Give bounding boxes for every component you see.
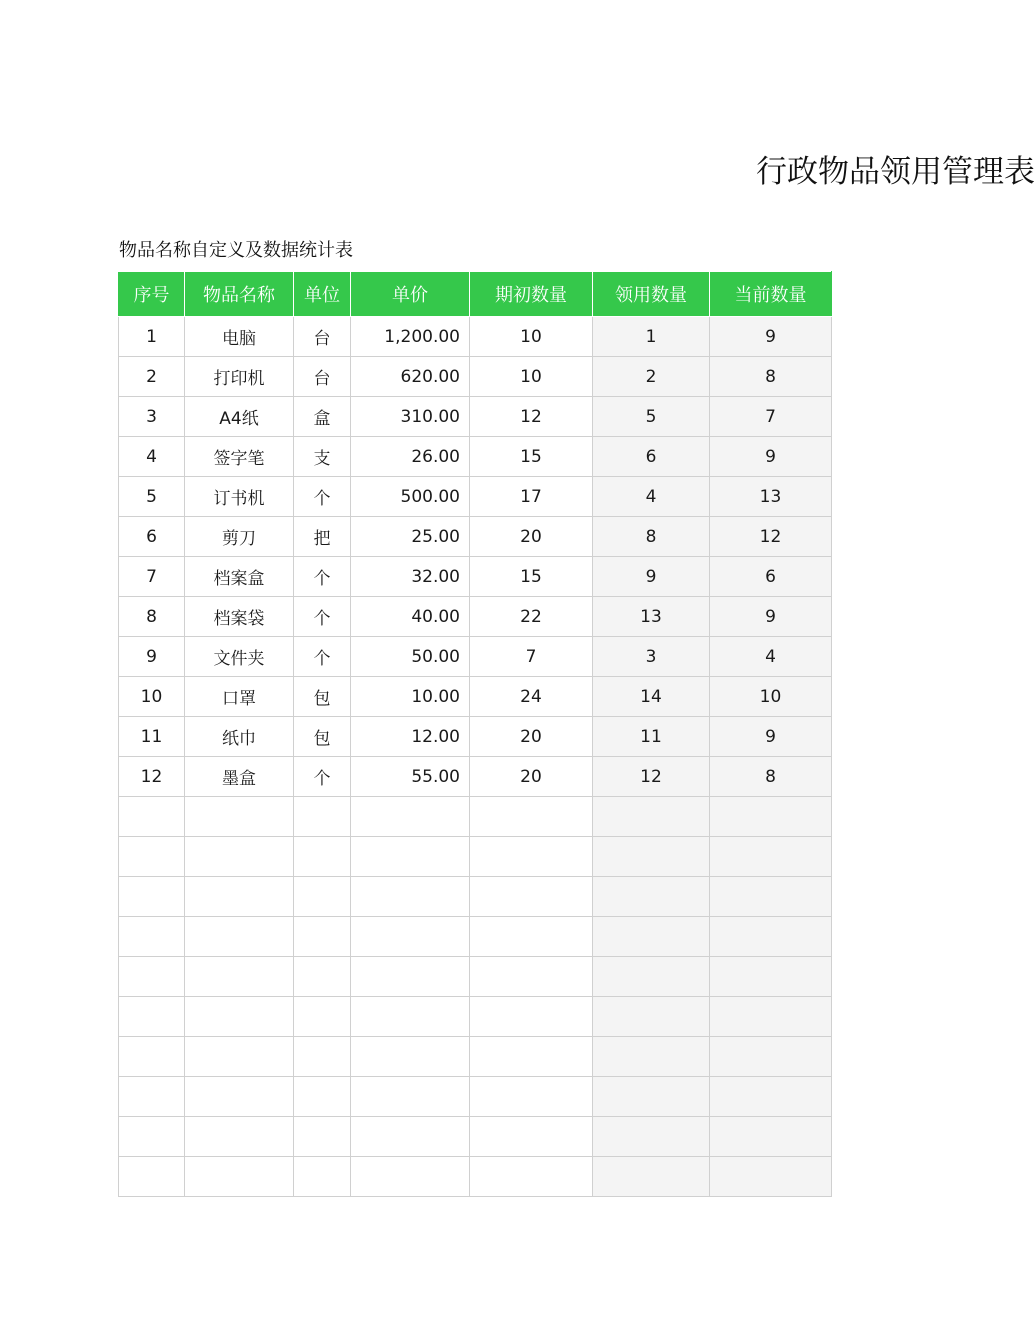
empty-cell[interactable] — [470, 877, 593, 917]
header-index[interactable]: 序号 — [119, 272, 185, 317]
empty-cell[interactable] — [470, 837, 593, 877]
header-current-qty[interactable]: 当前数量 — [710, 272, 832, 317]
cell-current-qty[interactable]: 8 — [710, 357, 832, 397]
cell-index[interactable]: 4 — [119, 437, 185, 477]
cell-unit[interactable]: 把 — [294, 517, 351, 557]
empty-cell[interactable] — [470, 997, 593, 1037]
empty-cell[interactable] — [185, 837, 294, 877]
table-row — [119, 317, 832, 357]
cell-issued-qty[interactable]: 2 — [593, 357, 710, 397]
empty-cell[interactable] — [593, 1077, 710, 1117]
cell-unit-price[interactable]: 32.00 — [351, 557, 470, 597]
empty-cell[interactable] — [710, 837, 832, 877]
cell-unit-price[interactable]: 26.00 — [351, 437, 470, 477]
empty-cell[interactable] — [294, 957, 351, 997]
cell-issued-qty[interactable]: 8 — [593, 517, 710, 557]
page-title: 行政物品领用管理表 — [756, 154, 1035, 190]
empty-cell[interactable] — [351, 1157, 470, 1197]
empty-table-row — [119, 877, 832, 917]
empty-table-row — [119, 1157, 832, 1197]
empty-cell[interactable] — [119, 957, 185, 997]
cell-issued-qty[interactable]: 14 — [593, 677, 710, 717]
empty-cell[interactable] — [185, 917, 294, 957]
cell-issued-qty[interactable]: 5 — [593, 397, 710, 437]
cell-opening-qty[interactable]: 12 — [470, 397, 593, 437]
empty-cell[interactable] — [119, 1117, 185, 1157]
cell-unit[interactable]: 台 — [294, 317, 351, 357]
empty-cell[interactable] — [351, 997, 470, 1037]
cell-current-qty[interactable]: 9 — [710, 317, 832, 357]
cell-opening-qty[interactable]: 24 — [470, 677, 593, 717]
table-row — [119, 517, 832, 557]
cell-opening-qty[interactable]: 20 — [470, 757, 593, 797]
cell-current-qty[interactable]: 13 — [710, 477, 832, 517]
empty-cell[interactable] — [119, 837, 185, 877]
empty-table-row — [119, 997, 832, 1037]
cell-issued-qty[interactable]: 11 — [593, 717, 710, 757]
cell-index[interactable]: 10 — [119, 677, 185, 717]
empty-cell[interactable] — [710, 1117, 832, 1157]
empty-cell[interactable] — [470, 1037, 593, 1077]
cell-index[interactable]: 8 — [119, 597, 185, 637]
cell-item-name[interactable]: 档案袋 — [185, 597, 294, 637]
empty-cell[interactable] — [294, 997, 351, 1037]
table-row — [119, 477, 832, 517]
empty-cell[interactable] — [593, 1117, 710, 1157]
cell-unit[interactable]: 支 — [294, 437, 351, 477]
cell-opening-qty[interactable]: 20 — [470, 517, 593, 557]
cell-index[interactable]: 11 — [119, 717, 185, 757]
cell-item-name[interactable]: A4纸 — [185, 397, 294, 437]
empty-cell[interactable] — [185, 957, 294, 997]
empty-cell[interactable] — [710, 957, 832, 997]
empty-table-row — [119, 797, 832, 837]
empty-table-row — [119, 837, 832, 877]
empty-cell[interactable] — [294, 877, 351, 917]
empty-cell[interactable] — [119, 997, 185, 1037]
table-row — [119, 637, 832, 677]
cell-unit[interactable]: 个 — [294, 557, 351, 597]
empty-cell[interactable] — [119, 917, 185, 957]
empty-cell[interactable] — [593, 1037, 710, 1077]
empty-cell[interactable] — [294, 797, 351, 837]
cell-issued-qty[interactable]: 3 — [593, 637, 710, 677]
cell-unit[interactable]: 个 — [294, 597, 351, 637]
table-row — [119, 557, 832, 597]
empty-cell[interactable] — [710, 1037, 832, 1077]
cell-issued-qty[interactable]: 1 — [593, 317, 710, 357]
cell-item-name[interactable]: 文件夹 — [185, 637, 294, 677]
cell-index[interactable]: 1 — [119, 317, 185, 357]
cell-unit[interactable]: 台 — [294, 357, 351, 397]
empty-cell[interactable] — [351, 957, 470, 997]
empty-cell[interactable] — [351, 1077, 470, 1117]
empty-cell[interactable] — [593, 957, 710, 997]
cell-item-name[interactable]: 档案盒 — [185, 557, 294, 597]
empty-cell[interactable] — [119, 1077, 185, 1117]
cell-current-qty[interactable]: 4 — [710, 637, 832, 677]
table-row — [119, 717, 832, 757]
empty-cell[interactable] — [593, 1157, 710, 1197]
empty-cell[interactable] — [119, 877, 185, 917]
table-row — [119, 597, 832, 637]
empty-cell[interactable] — [185, 877, 294, 917]
cell-item-name[interactable]: 打印机 — [185, 357, 294, 397]
cell-unit-price[interactable]: 40.00 — [351, 597, 470, 637]
cell-item-name[interactable]: 电脑 — [185, 317, 294, 357]
cell-current-qty[interactable]: 6 — [710, 557, 832, 597]
empty-cell[interactable] — [185, 1077, 294, 1117]
cell-unit[interactable]: 包 — [294, 717, 351, 757]
cell-issued-qty[interactable]: 4 — [593, 477, 710, 517]
empty-cell[interactable] — [119, 1157, 185, 1197]
empty-cell[interactable] — [294, 1077, 351, 1117]
empty-table-row — [119, 957, 832, 997]
cell-unit-price[interactable]: 50.00 — [351, 637, 470, 677]
table-row — [119, 677, 832, 717]
table-subtitle: 物品名称自定义及数据统计表 — [119, 240, 353, 261]
empty-cell[interactable] — [185, 1037, 294, 1077]
empty-cell[interactable] — [710, 917, 832, 957]
cell-opening-qty[interactable]: 15 — [470, 557, 593, 597]
cell-index[interactable]: 5 — [119, 477, 185, 517]
table-body — [119, 317, 832, 1197]
cell-unit-price[interactable]: 310.00 — [351, 397, 470, 437]
cell-opening-qty[interactable]: 10 — [470, 317, 593, 357]
cell-unit-price[interactable]: 25.00 — [351, 517, 470, 557]
empty-table-row — [119, 1077, 832, 1117]
empty-cell[interactable] — [351, 1037, 470, 1077]
cell-unit[interactable]: 个 — [294, 757, 351, 797]
table-row — [119, 397, 832, 437]
empty-cell[interactable] — [593, 917, 710, 957]
empty-cell[interactable] — [119, 797, 185, 837]
cell-index[interactable]: 2 — [119, 357, 185, 397]
cell-unit[interactable]: 包 — [294, 677, 351, 717]
cell-item-name[interactable]: 订书机 — [185, 477, 294, 517]
cell-issued-qty[interactable]: 9 — [593, 557, 710, 597]
cell-index[interactable]: 6 — [119, 517, 185, 557]
cell-current-qty[interactable]: 9 — [710, 437, 832, 477]
empty-cell[interactable] — [351, 1117, 470, 1157]
cell-unit-price[interactable]: 1,200.00 — [351, 317, 470, 357]
empty-cell[interactable] — [710, 877, 832, 917]
empty-cell[interactable] — [470, 917, 593, 957]
cell-issued-qty[interactable]: 13 — [593, 597, 710, 637]
empty-cell[interactable] — [593, 877, 710, 917]
cell-item-name[interactable]: 纸巾 — [185, 717, 294, 757]
cell-current-qty[interactable]: 10 — [710, 677, 832, 717]
cell-opening-qty[interactable]: 22 — [470, 597, 593, 637]
header-unit-price[interactable]: 单价 — [351, 272, 470, 317]
header-item-name[interactable]: 物品名称 — [185, 272, 294, 317]
empty-cell[interactable] — [710, 997, 832, 1037]
empty-cell[interactable] — [710, 797, 832, 837]
empty-cell[interactable] — [351, 837, 470, 877]
empty-cell[interactable] — [119, 1037, 185, 1077]
cell-unit[interactable]: 个 — [294, 637, 351, 677]
empty-cell[interactable] — [294, 917, 351, 957]
cell-unit[interactable]: 盒 — [294, 397, 351, 437]
empty-cell[interactable] — [185, 1157, 294, 1197]
empty-cell[interactable] — [710, 1157, 832, 1197]
header-issued-qty[interactable]: 领用数量 — [593, 272, 710, 317]
empty-cell[interactable] — [185, 797, 294, 837]
cell-opening-qty[interactable]: 10 — [470, 357, 593, 397]
table-row — [119, 357, 832, 397]
inventory-table — [118, 271, 832, 1197]
empty-cell[interactable] — [294, 1037, 351, 1077]
cell-current-qty[interactable]: 9 — [710, 597, 832, 637]
empty-cell[interactable] — [593, 997, 710, 1037]
cell-unit-price[interactable]: 12.00 — [351, 717, 470, 757]
empty-cell[interactable] — [470, 1077, 593, 1117]
empty-cell[interactable] — [710, 1077, 832, 1117]
cell-unit-price[interactable]: 620.00 — [351, 357, 470, 397]
empty-cell[interactable] — [593, 797, 710, 837]
empty-cell[interactable] — [351, 877, 470, 917]
cell-unit-price[interactable]: 55.00 — [351, 757, 470, 797]
cell-unit-price[interactable]: 500.00 — [351, 477, 470, 517]
empty-cell[interactable] — [294, 1117, 351, 1157]
cell-opening-qty[interactable]: 20 — [470, 717, 593, 757]
cell-item-name[interactable]: 剪刀 — [185, 517, 294, 557]
cell-current-qty[interactable]: 12 — [710, 517, 832, 557]
empty-table-row — [119, 1117, 832, 1157]
empty-table-row — [119, 917, 832, 957]
empty-cell[interactable] — [470, 957, 593, 997]
empty-cell[interactable] — [470, 1157, 593, 1197]
cell-index[interactable]: 7 — [119, 557, 185, 597]
empty-cell[interactable] — [470, 797, 593, 837]
cell-index[interactable]: 12 — [119, 757, 185, 797]
empty-cell[interactable] — [351, 917, 470, 957]
cell-opening-qty[interactable]: 7 — [470, 637, 593, 677]
cell-current-qty[interactable]: 9 — [710, 717, 832, 757]
cell-opening-qty[interactable]: 17 — [470, 477, 593, 517]
header-unit[interactable]: 单位 — [294, 272, 351, 317]
empty-cell[interactable] — [470, 1117, 593, 1157]
empty-cell[interactable] — [294, 837, 351, 877]
table-row — [119, 437, 832, 477]
cell-item-name[interactable]: 签字笔 — [185, 437, 294, 477]
cell-issued-qty[interactable]: 12 — [593, 757, 710, 797]
empty-cell[interactable] — [351, 797, 470, 837]
cell-opening-qty[interactable]: 15 — [470, 437, 593, 477]
header-opening-qty[interactable]: 期初数量 — [470, 272, 593, 317]
cell-index[interactable]: 9 — [119, 637, 185, 677]
title-clip — [118, 140, 1035, 196]
cell-issued-qty[interactable]: 6 — [593, 437, 710, 477]
empty-table-row — [119, 1037, 832, 1077]
empty-cell[interactable] — [185, 997, 294, 1037]
table-row — [119, 757, 832, 797]
cell-item-name[interactable]: 口罩 — [185, 677, 294, 717]
cell-current-qty[interactable]: 8 — [710, 757, 832, 797]
empty-cell[interactable] — [593, 837, 710, 877]
cell-index[interactable]: 3 — [119, 397, 185, 437]
empty-cell[interactable] — [294, 1157, 351, 1197]
cell-current-qty[interactable]: 7 — [710, 397, 832, 437]
cell-item-name[interactable]: 墨盒 — [185, 757, 294, 797]
empty-cell[interactable] — [185, 1117, 294, 1157]
cell-unit-price[interactable]: 10.00 — [351, 677, 470, 717]
cell-unit[interactable]: 个 — [294, 477, 351, 517]
header-row — [119, 272, 832, 317]
